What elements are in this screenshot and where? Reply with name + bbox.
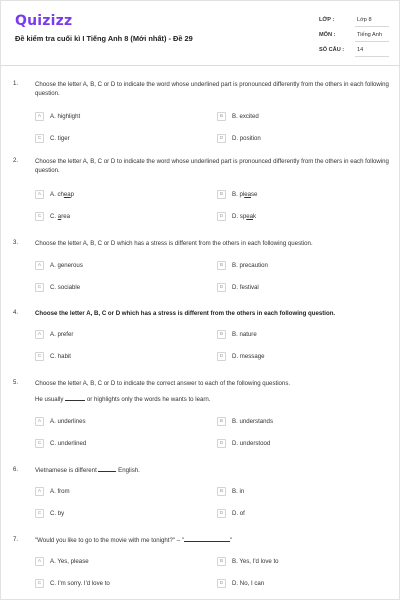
option-d[interactable]: [217, 577, 264, 589]
question-text: Choose the letter A, B, C or D to indicate the word whose underlined part is pronounced differently from the others in each following question.: [35, 158, 389, 175]
meta-count-label: SỐ CÂU :: [319, 47, 345, 53]
option-text: B. precaution: [232, 261, 268, 269]
option-letter-box: D: [217, 352, 226, 361]
option-text: C. tiger: [50, 134, 70, 142]
option-text: D. No, I can: [232, 579, 265, 587]
option-letter-box: D: [217, 212, 226, 221]
option-b[interactable]: [217, 415, 273, 427]
option-letter-box: A: [35, 261, 44, 270]
option-a[interactable]: [35, 110, 80, 122]
option-d[interactable]: [217, 132, 261, 144]
option-c[interactable]: [35, 507, 64, 519]
option-d[interactable]: [217, 281, 259, 293]
option-letter-box: B: [217, 261, 226, 270]
option-b[interactable]: [217, 188, 257, 200]
option-text: C. habit: [50, 352, 72, 360]
option-text: D. position: [232, 134, 261, 142]
option-letter-box: B: [217, 190, 226, 199]
option-b[interactable]: [217, 485, 244, 497]
option-text: C. by: [50, 509, 65, 517]
question-number: 3.: [13, 239, 19, 246]
option-letter-box: C: [35, 509, 44, 518]
option-b[interactable]: [217, 555, 279, 567]
option-c[interactable]: [35, 577, 110, 589]
option-letter-box: B: [217, 557, 226, 566]
question-text: "Would you like to go to the movie with me tonight?" – " ": [35, 537, 233, 544]
option-letter-box: A: [35, 557, 44, 566]
option-text: B. in: [232, 487, 245, 495]
option-c[interactable]: [35, 132, 70, 144]
question-text: Choose the letter A, B, C or D to indicate the correct answer to each of the following questions.: [35, 380, 291, 387]
option-text: C. area: [50, 212, 70, 220]
option-text: D. understood: [232, 439, 271, 447]
question-text: Choose the letter A, B, C or D which has a stress is different from the others in each following question.: [35, 310, 336, 317]
meta-class-value: Lớp 8: [357, 17, 372, 23]
option-letter-box: D: [217, 134, 226, 143]
option-a[interactable]: [35, 415, 86, 427]
option-a[interactable]: [35, 555, 89, 567]
option-c[interactable]: [35, 437, 86, 449]
option-letter-box: C: [35, 283, 44, 292]
option-c[interactable]: [35, 350, 71, 362]
option-d[interactable]: [217, 437, 270, 449]
option-letter-box: B: [217, 487, 226, 496]
option-text: B. understands: [232, 417, 273, 425]
option-letter-box: A: [35, 190, 44, 199]
option-letter-box: C: [35, 134, 44, 143]
option-d[interactable]: [217, 507, 245, 519]
option-b[interactable]: [217, 328, 257, 340]
option-text: D. festival: [232, 283, 259, 291]
question-number: 4.: [13, 309, 19, 316]
option-letter-box: D: [217, 283, 226, 292]
meta-divider: [355, 56, 389, 57]
question-number: 7.: [13, 536, 19, 543]
option-text: C. sociable: [50, 283, 81, 291]
meta-count-value: 14: [357, 47, 364, 53]
option-text: B. excited: [232, 112, 259, 120]
option-d[interactable]: [217, 210, 256, 222]
option-text: A. Yes, please: [50, 557, 89, 565]
quizizz-logo: Quizizz: [15, 13, 73, 29]
option-text: C. underlined: [50, 439, 87, 447]
question-number: 2.: [13, 157, 19, 164]
meta-subject-value: Tiếng Anh: [357, 32, 382, 38]
option-letter-box: A: [35, 417, 44, 426]
option-letter-box: B: [217, 417, 226, 426]
option-text: B. Yes, I'd love to: [232, 557, 279, 565]
meta-divider: [355, 41, 389, 42]
option-letter-box: A: [35, 330, 44, 339]
option-letter-box: C: [35, 579, 44, 588]
option-text: D. message: [232, 352, 265, 360]
option-text: A. highlight: [50, 112, 81, 120]
option-b[interactable]: [217, 259, 268, 271]
question-sentence: He usually or highlights only the words he wants to learn.: [35, 396, 211, 403]
option-text: B. please: [232, 190, 258, 198]
option-text: C. I'm sorry. I'd love to: [50, 579, 110, 587]
meta-subject-label: MÔN :: [319, 32, 336, 38]
option-letter-box: C: [35, 212, 44, 221]
option-a[interactable]: [35, 485, 70, 497]
option-text: A. cheap: [50, 190, 75, 198]
option-letter-box: D: [217, 509, 226, 518]
question-number: 5.: [13, 379, 19, 386]
question-number: 6.: [13, 466, 19, 473]
option-text: D. speak: [232, 212, 257, 220]
option-letter-box: C: [35, 352, 44, 361]
question-number: 1.: [13, 80, 19, 87]
option-letter-box: B: [217, 330, 226, 339]
meta-divider: [355, 26, 389, 27]
option-text: A. generous: [50, 261, 83, 269]
question-text: Choose the letter A, B, C or D to indicate the word whose underlined part is pronounced differently from the others in each following question.: [35, 81, 389, 98]
option-text: A. prefer: [50, 330, 74, 338]
option-text: A. underlines: [50, 417, 86, 425]
question-text: Choose the letter A, B, C or D which has a stress is different from the others in each following question.: [35, 240, 313, 247]
option-text: A. from: [50, 487, 70, 495]
option-letter-box: D: [217, 579, 226, 588]
option-letter-box: D: [217, 439, 226, 448]
option-a[interactable]: [35, 328, 73, 340]
option-letter-box: C: [35, 439, 44, 448]
option-d[interactable]: [217, 350, 265, 362]
option-a[interactable]: [35, 188, 74, 200]
option-letter-box: A: [35, 487, 44, 496]
worksheet-header: [1, 1, 400, 63]
option-b[interactable]: [217, 110, 259, 122]
worksheet-title: Đề kiểm tra cuối kì I Tiếng Anh 8 (Mới nhất) - Đề 29: [15, 34, 193, 43]
option-a[interactable]: [35, 259, 83, 271]
option-text: B. nature: [232, 330, 257, 338]
meta-class-label: LỚP :: [319, 17, 335, 23]
option-letter-box: B: [217, 112, 226, 121]
option-text: D. of: [232, 509, 245, 517]
header-divider: [1, 65, 400, 66]
option-c[interactable]: [35, 281, 80, 293]
option-letter-box: A: [35, 112, 44, 121]
option-c[interactable]: [35, 210, 70, 222]
question-text: Vietnamese is different English.: [35, 467, 140, 474]
